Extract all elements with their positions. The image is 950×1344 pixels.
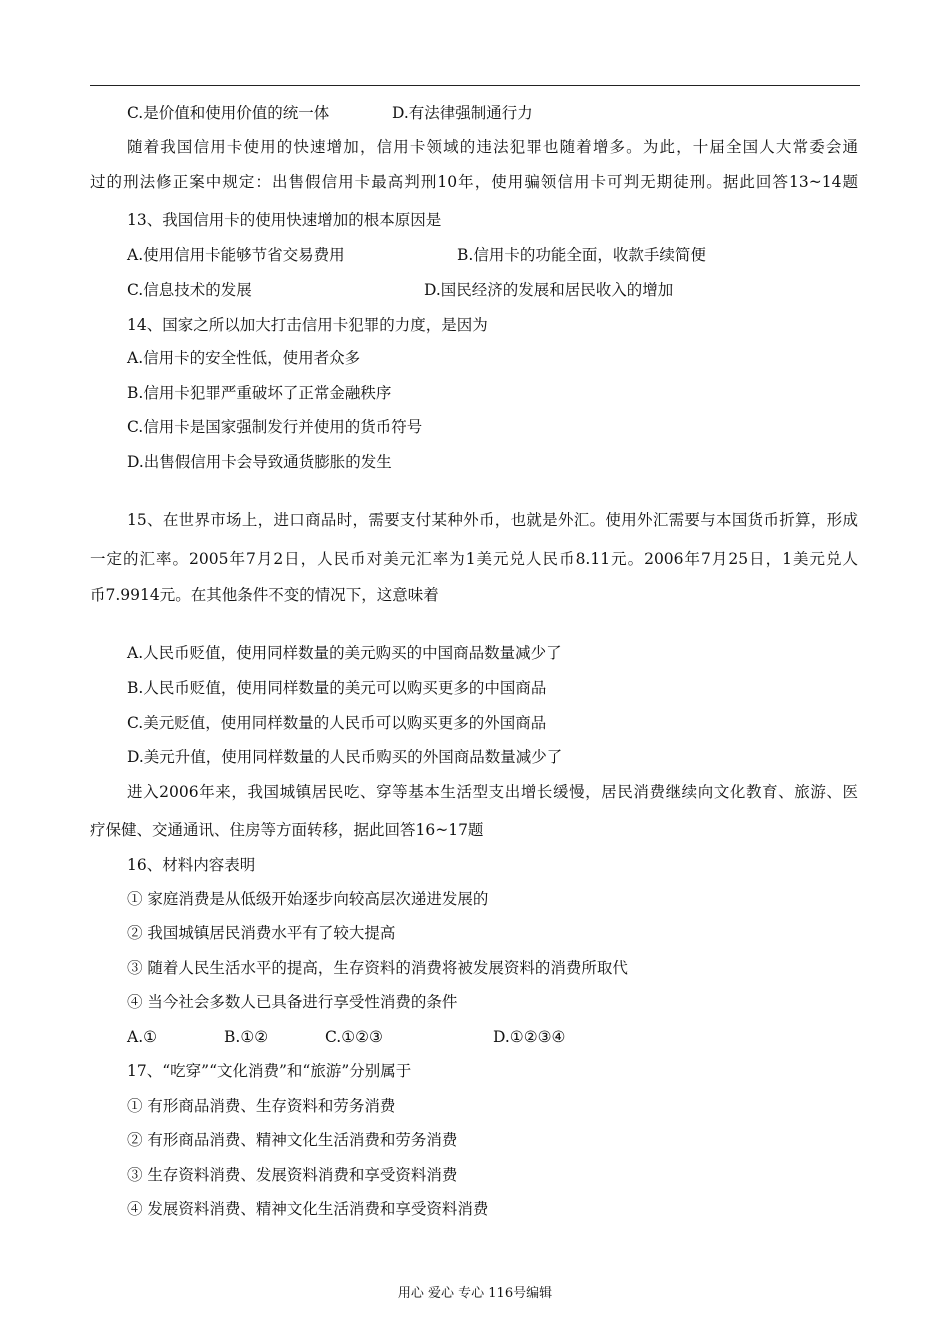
q17-option-4: ④ 发展资料消费、精神文化生活消费和享受资料消费 [127,1200,489,1218]
q17-option-3: ③ 生存资料消费、发展资料消费和享受资料消费 [127,1166,458,1184]
q17-stem: 17、“吃穿”“文化消费”和“旅游”分别属于 [127,1062,412,1080]
credit-card-intro-line1: 随着我国信用卡使用的快速增加，信用卡领域的违法犯罪也随着增多。为此，十届全国人大常委会通 [127,138,858,156]
q12-option-c: C.是价值和使用价值的统一体 [127,104,330,122]
q17-option-2: ② 有形商品消费、精神文化生活消费和劳务消费 [127,1131,458,1149]
q16-statement-3: ③ 随着人民生活水平的提高，生存资料的消费将被发展资料的消费所取代 [127,959,628,977]
credit-card-intro-line2: 过的刑法修正案中规定：出售假信用卡最高判刑10年，使用骗领信用卡可判无期徒刑。据此回答13~14题 [90,173,858,191]
q16-option-c: C.①②③ [325,1028,383,1046]
header-rule [90,85,860,86]
page-footer: 用心 爱心 专心 116号编辑 [397,1286,553,1301]
q16-statement-1: ① 家庭消费是从低级开始逐步向较高层次递进发展的 [127,890,489,908]
q15-option-d: D.美元升值，使用同样数量的人民币购买的外国商品数量减少了 [127,748,563,766]
q13-option-d: D.国民经济的发展和居民收入的增加 [424,281,674,299]
q15-option-a: A.人民币贬值，使用同样数量的美元购买的中国商品数量减少了 [127,644,562,662]
q15-option-c: C.美元贬值，使用同样数量的人民币可以购买更多的外国商品 [127,714,547,732]
q15-stem-line3: 币7.9914元。在其他条件不变的情况下，这意味着 [90,586,439,604]
q16-option-a: A.① [127,1028,158,1046]
q12-option-d: D.有法律强制通行力 [392,104,533,122]
q16-option-b: B.①② [224,1028,269,1046]
q15-option-b: B.人民币贬值，使用同样数量的美元可以购买更多的中国商品 [127,679,547,697]
q13-option-c: C.信息技术的发展 [127,281,252,299]
q16-statement-4: ④ 当今社会多数人已具备进行享受性消费的条件 [127,993,458,1011]
q13-option-a: A.使用信用卡能够节省交易费用 [127,246,345,264]
q16-stem: 16、材料内容表明 [127,856,256,874]
q15-stem-line1: 15、在世界市场上，进口商品时，需要支付某种外币，也就是外汇。使用外汇需要与本国货币折算，形成 [127,511,858,529]
q14-option-c: C.信用卡是国家强制发行并使用的货币符号 [127,418,423,436]
q16-statement-2: ② 我国城镇居民消费水平有了较大提高 [127,924,396,942]
q15-stem-line2: 一定的汇率。2005年7月2日，人民币对美元汇率为1美元兑人民币8.11元。2006年7月25日，1美元兑人 [90,550,858,568]
consumption-intro-line2: 疗保健、交通通讯、住房等方面转移，据此回答16~17题 [90,821,484,839]
consumption-intro-line1: 进入2006年来，我国城镇居民吃、穿等基本生活型支出增长缓慢，居民消费继续向文化教育、旅游、医 [127,783,858,801]
q14-option-d: D.出售假信用卡会导致通货膨胀的发生 [127,453,392,471]
q14-option-b: B.信用卡犯罪严重破坏了正常金融秩序 [127,384,392,402]
q13-stem: 13、我国信用卡的使用快速增加的根本原因是 [127,211,442,229]
q16-option-d: D.①②③④ [493,1028,566,1046]
q13-option-b: B.信用卡的功能全面，收款手续简便 [457,246,706,264]
q14-stem: 14、国家之所以加大打击信用卡犯罪的力度，是因为 [127,316,488,334]
q14-option-a: A.信用卡的安全性低，使用者众多 [127,349,361,367]
q17-option-1: ① 有形商品消费、生存资料和劳务消费 [127,1097,396,1115]
